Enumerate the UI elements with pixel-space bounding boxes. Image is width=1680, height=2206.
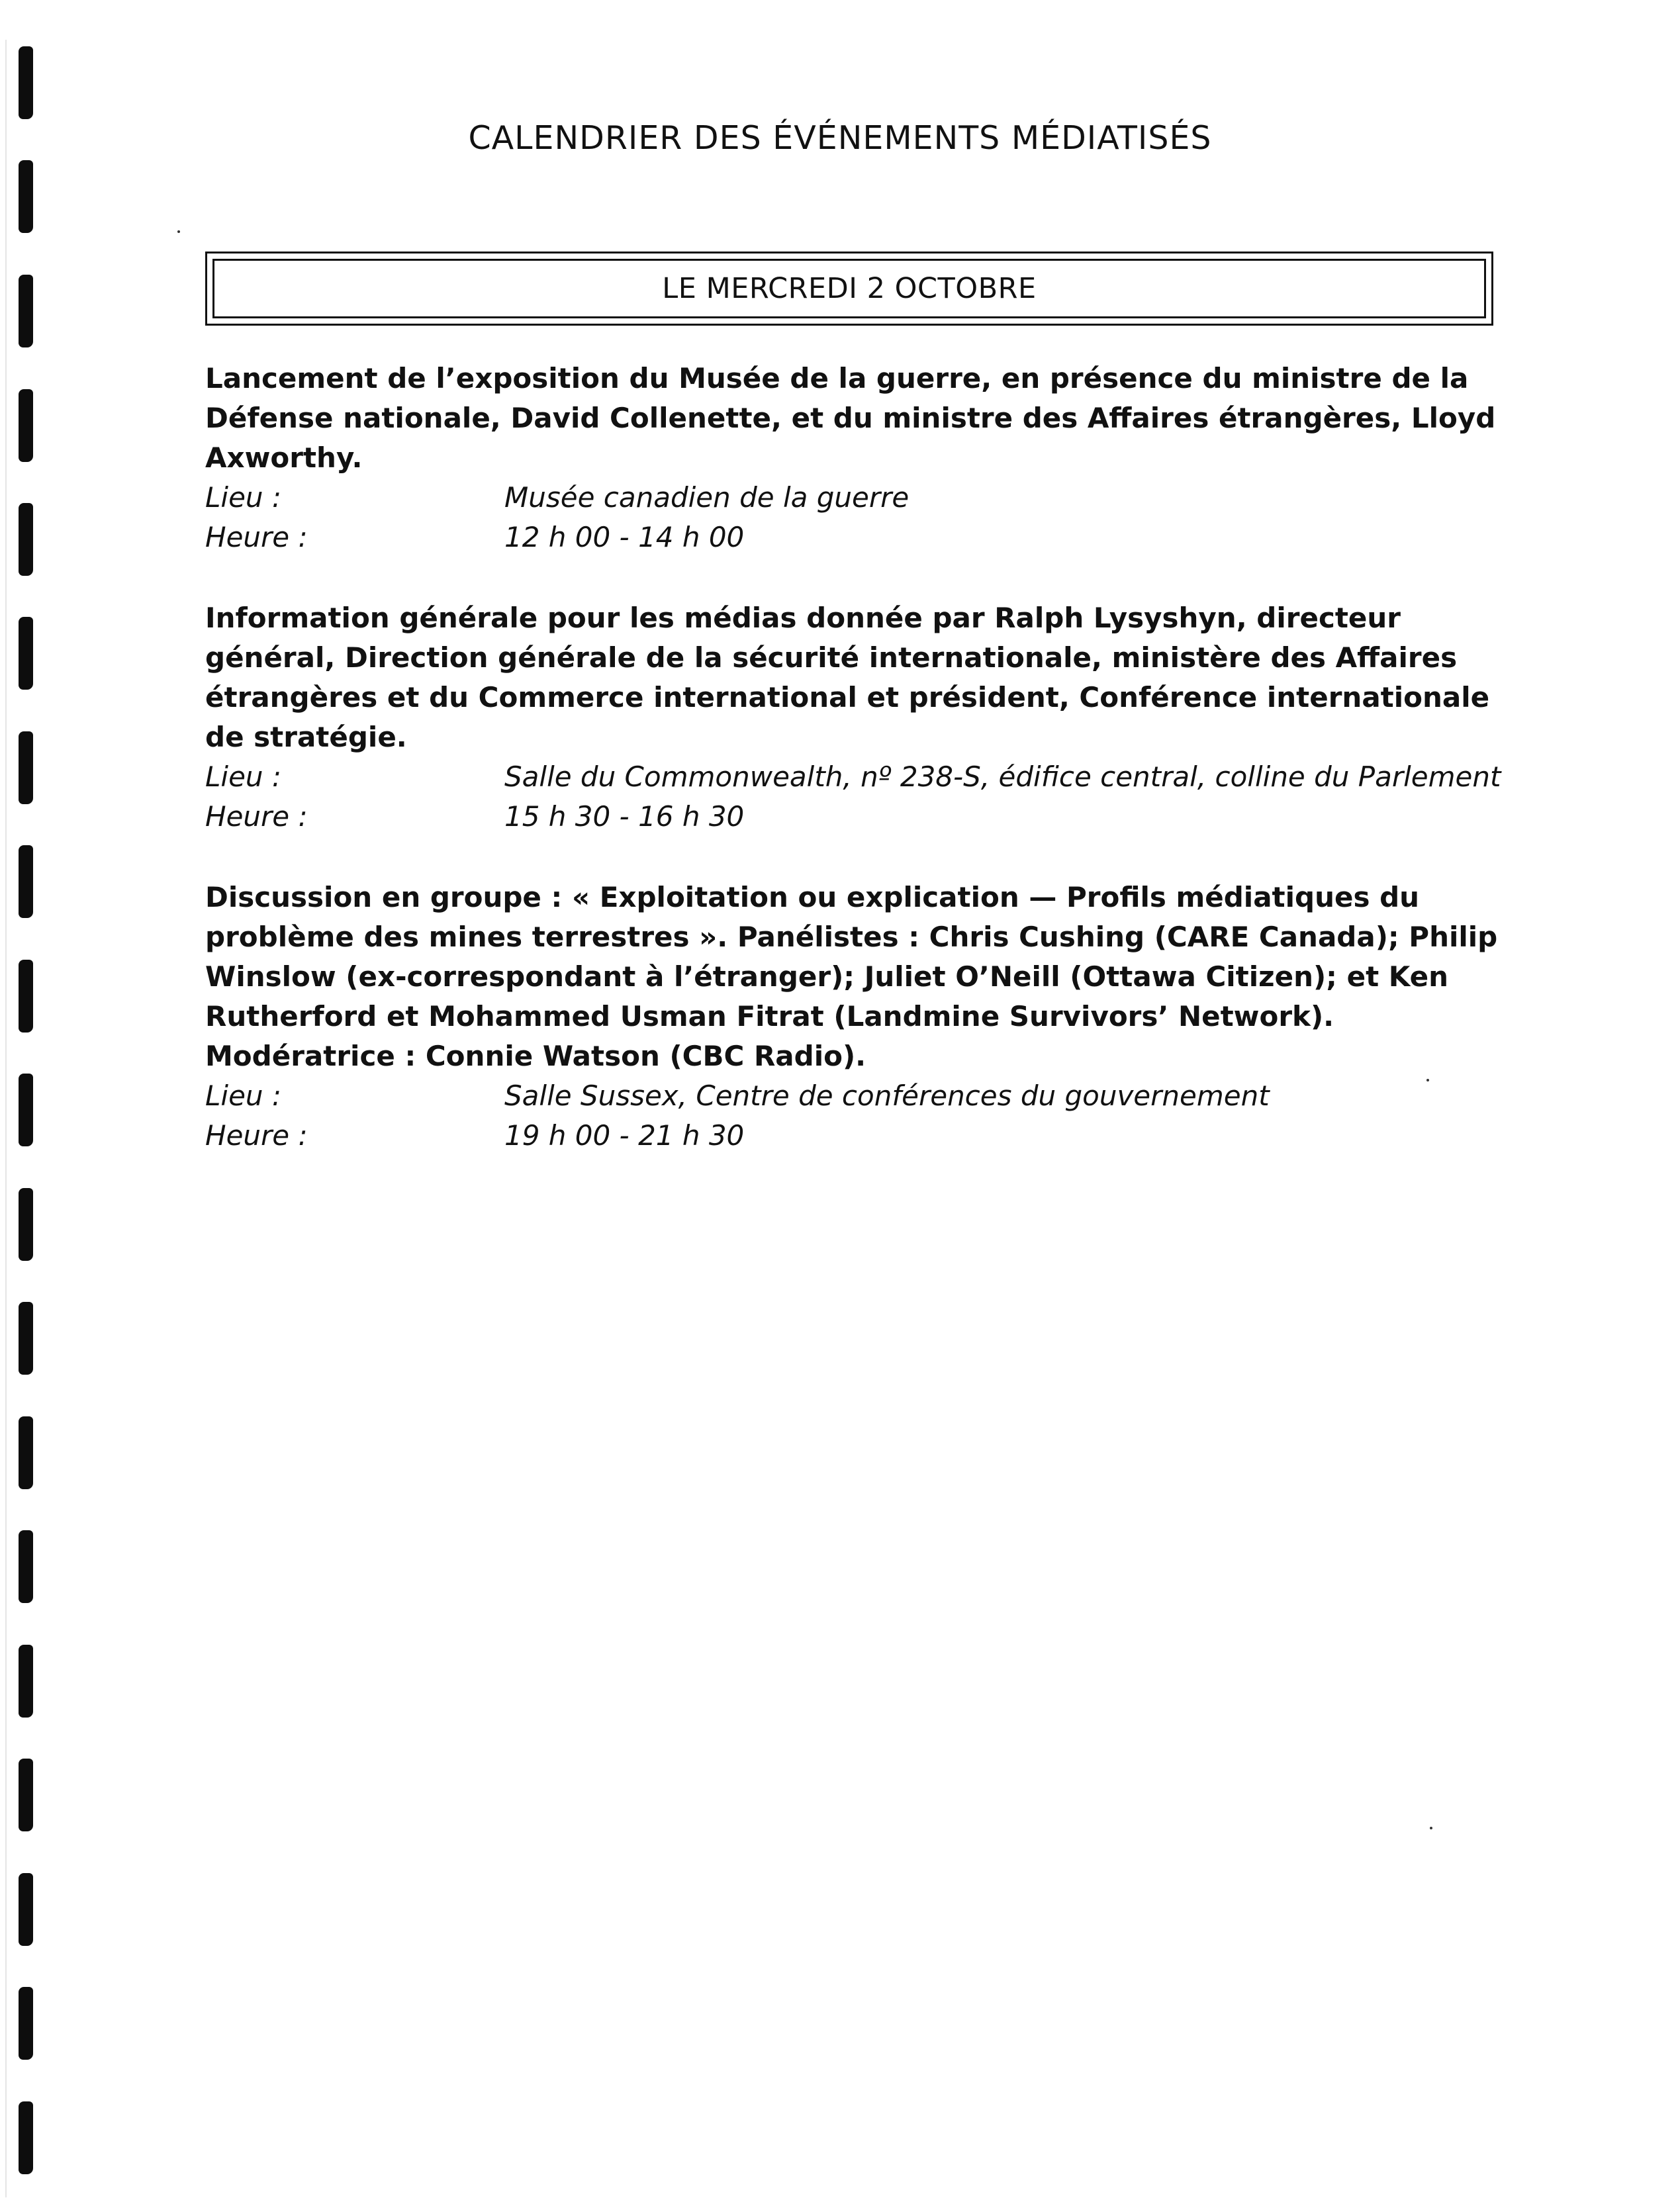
time-value: 19 h 00 - 21 h 30 — [504, 1119, 745, 1152]
binding-hole — [19, 1759, 33, 1831]
event-description: Discussion en groupe : « Exploitation ou explication — Profils médiatiques du problème des mines terrestres ». Panélistes : Chris Cushing (CARE Canada); Philip Winslow (ex-correspondant à l’étranger); Juliet O’Neill (Ottawa Citizen); et Ken Rutherford et Mohammed Usman Fitrat (Landmine Survivors’ Network). Modératrice : Connie Watson (CBC Radio). — [205, 881, 1498, 1072]
location-value: Salle Sussex, Centre de conférences du gouvernement — [504, 1080, 1270, 1112]
event-item — [205, 598, 1522, 837]
time-value: 15 h 30 - 16 h 30 — [504, 800, 745, 833]
binding-hole — [19, 617, 33, 690]
scan-speck — [177, 230, 180, 233]
binding-hole — [19, 1530, 33, 1603]
scan-speck — [1426, 1079, 1429, 1081]
binding-hole — [19, 389, 33, 462]
time-value: 12 h 00 - 14 h 00 — [504, 521, 745, 553]
event-time-row — [205, 797, 1522, 837]
event-time-row — [205, 1116, 1522, 1156]
binding-hole — [19, 2101, 33, 2174]
binding-hole — [19, 1987, 33, 2060]
scan-speck — [1430, 1827, 1432, 1829]
event-location-row — [205, 757, 1522, 797]
binding-hole — [19, 1188, 33, 1261]
binding-hole — [19, 1074, 33, 1146]
binding-hole — [19, 731, 33, 804]
events-list — [205, 359, 1522, 1197]
binding-hole — [19, 960, 33, 1033]
event-item — [205, 878, 1522, 1156]
binding-holes — [19, 46, 41, 2191]
location-value: Salle du Commonwealth, nº 238-S, édifice central, colline du Parlement — [504, 760, 1501, 793]
location-label: Lieu : — [205, 760, 282, 793]
binding-hole — [19, 275, 33, 347]
event-item — [205, 359, 1522, 557]
binding-hole — [19, 503, 33, 576]
time-label: Heure : — [205, 1119, 308, 1152]
page-title: CALENDRIER DES ÉVÉNEMENTS MÉDIATISÉS — [468, 119, 1212, 157]
page-edge-line — [5, 40, 7, 2197]
date-heading-box — [205, 252, 1493, 326]
binding-hole — [19, 1416, 33, 1489]
event-location-row — [205, 1076, 1522, 1116]
time-label: Heure : — [205, 800, 308, 833]
event-location-row — [205, 478, 1522, 518]
binding-hole — [19, 160, 33, 233]
binding-hole — [19, 1873, 33, 1946]
date-heading: LE MERCREDI 2 OCTOBRE — [212, 259, 1486, 318]
location-label: Lieu : — [205, 1080, 282, 1112]
binding-hole — [19, 1302, 33, 1375]
location-label: Lieu : — [205, 481, 282, 514]
event-time-row — [205, 518, 1522, 557]
event-description: Information générale pour les médias donnée par Ralph Lysyshyn, directeur général, Direction générale de la sécurité internationale, ministère des Affaires étrangères et du Commerce international et président, Conférence internationale de stratégie. — [205, 602, 1490, 753]
location-value: Musée canadien de la guerre — [504, 481, 910, 514]
binding-hole — [19, 1645, 33, 1718]
binding-hole — [19, 845, 33, 918]
time-label: Heure : — [205, 521, 308, 553]
binding-hole — [19, 46, 33, 119]
event-description: Lancement de l’exposition du Musée de la guerre, en présence du ministre de la Défense nationale, David Collenette, et du ministre des Affaires étrangères, Lloyd Axworthy. — [205, 362, 1496, 474]
